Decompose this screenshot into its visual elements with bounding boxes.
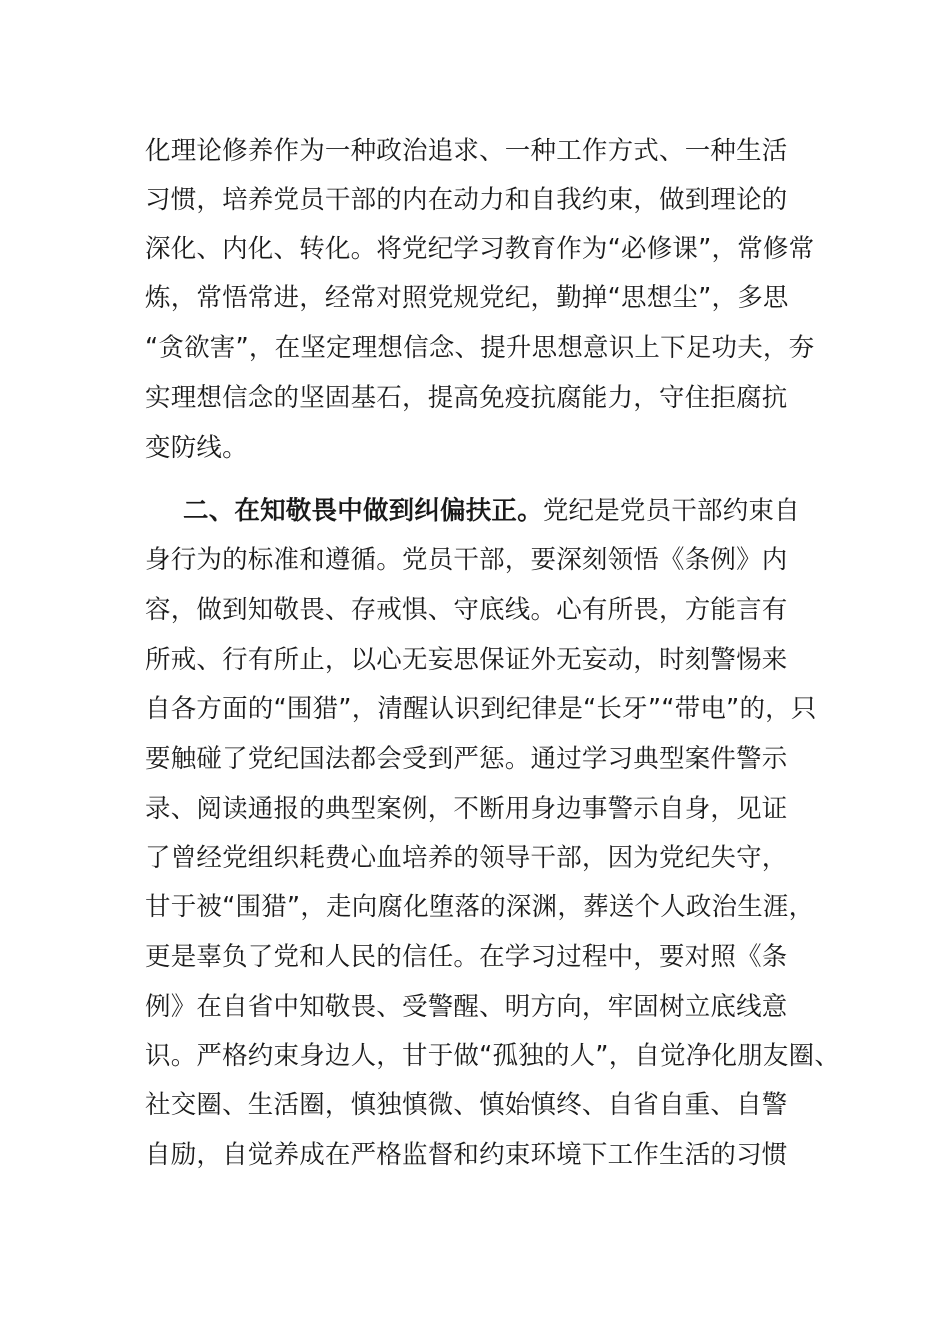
body-text-line: 习惯，培养党员干部的内在动力和自我约束，做到理论的 [145, 185, 788, 215]
body-text-line: 了曾经党组织耗费心血培养的领导干部，因为党纪失守， [145, 843, 788, 873]
body-text-line: 社交圈、生活圈，慎独慎微、慎始慎终、自省自重、自警 [145, 1090, 788, 1120]
body-text-line: 自各方面的“围猎”，清醒认识到纪律是“长牙”“带电”的，只 [145, 694, 817, 724]
body-text-line: 甘于被“围猎”，走向腐化堕落的深渊，葬送个人政治生涯， [145, 892, 815, 922]
body-text-line: 识。严格约束身边人，甘于做“孤独的人”，自觉净化朋友圈、 [145, 1041, 841, 1071]
body-text-line: 自励，自觉养成在严格监督和约束环境下工作生活的习惯 [145, 1140, 788, 1170]
body-text-line: 录、阅读通报的典型案例，不断用身边事警示自身，见证 [145, 794, 788, 824]
body-text-line: 更是辜负了党和人民的信任。在学习过程中，要对照《条 [145, 942, 788, 972]
section-heading: 二、在知敬畏中做到纠偏扶正。 [183, 496, 543, 526]
body-text-line: “贪欲害”，在坚定理想信念、提升思想意识上下足功夫，夯 [145, 333, 815, 363]
body-text-line: 容，做到知敬畏、存戒惧、守底线。心有所畏，方能言有 [145, 595, 788, 625]
body-text-line: 实理想信念的坚固基石，提高免疫抗腐能力，守住拒腐抗 [145, 383, 788, 413]
body-text-line: 炼，常悟常进，经常对照党规党纪，勤掸“思想尘”，多思 [145, 283, 789, 313]
body-text-line: 深化、内化、转化。将党纪学习教育作为“必修课”，常修常 [145, 234, 815, 264]
section-lead-text: 党纪是党员干部约束自 [542, 496, 800, 526]
body-text-line: 变防线。 [145, 433, 248, 463]
body-text-line: 身行为的标准和遵循。党员干部，要深刻领悟《条例》内 [145, 545, 788, 575]
body-text-line: 例》在自省中知敬畏、受警醒、明方向，牢固树立底线意 [145, 992, 788, 1022]
body-text-line: 所戒、行有所止，以心无妄思保证外无妄动，时刻警惕来 [145, 645, 788, 675]
section-heading-line [183, 491, 863, 531]
body-text-line: 化理论修养作为一种政治追求、一种工作方式、一种生活 [145, 136, 788, 166]
body-text-line: 要触碰了党纪国法都会受到严惩。通过学习典型案件警示 [145, 744, 788, 774]
